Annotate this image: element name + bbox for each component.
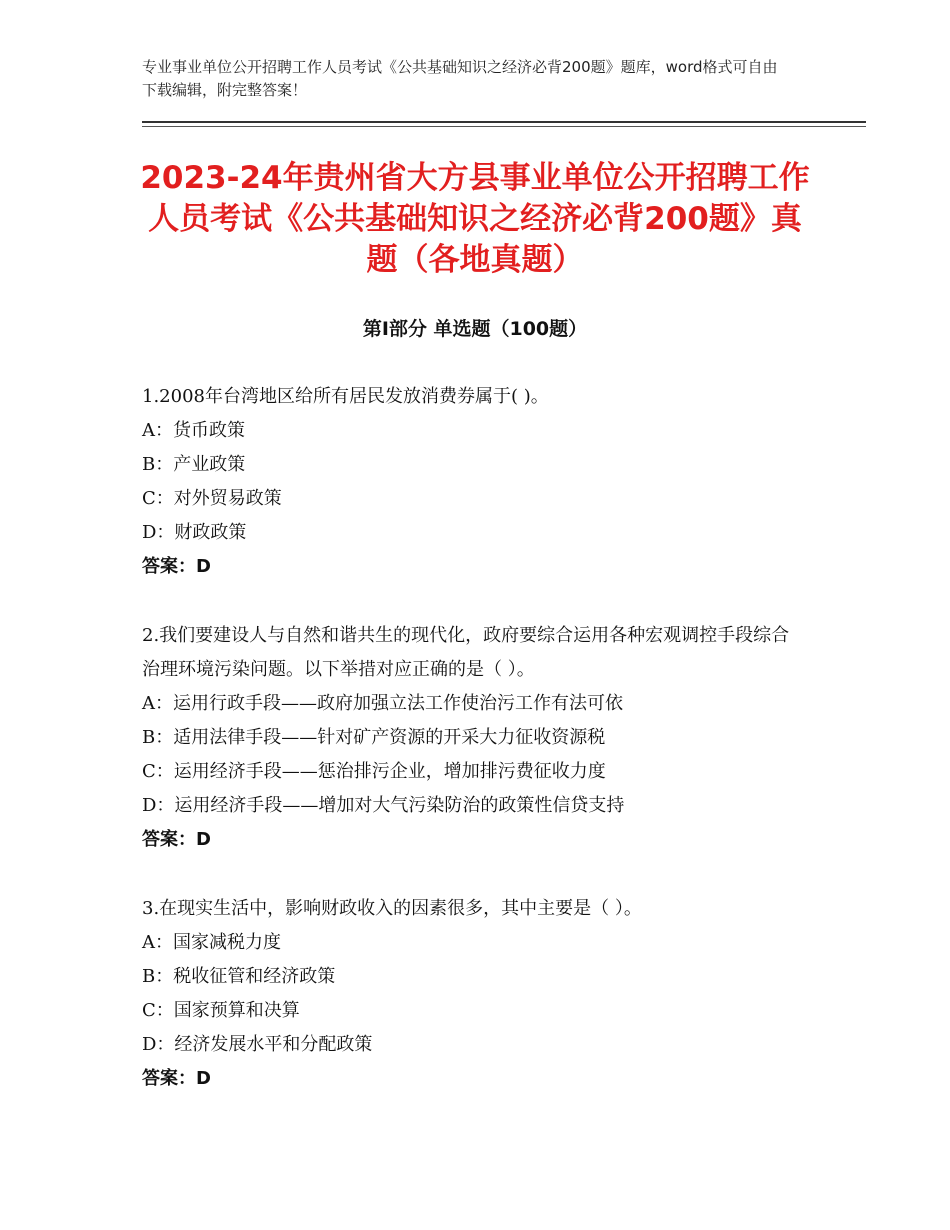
option-d: D：经济发展水平和分配政策 bbox=[142, 1034, 373, 1055]
option-d: D：运用经济手段——增加对大气污染防治的政策性信贷支持 bbox=[142, 795, 625, 816]
option-a: A：货币政策 bbox=[142, 420, 245, 441]
question-2 bbox=[142, 619, 802, 857]
option-b: B：税收征管和经济政策 bbox=[142, 966, 336, 987]
option-c: C：对外贸易政策 bbox=[142, 488, 282, 509]
header-note: 专业事业单位公开招聘工作人员考试《公共基础知识之经济必背200题》题库，word格式可自由下载编辑，附完整答案！ bbox=[142, 58, 778, 99]
header-rule-thick bbox=[142, 121, 866, 123]
option-a: A：运用行政手段——政府加强立法工作使治污工作有法可依 bbox=[142, 693, 623, 714]
document-title: 2023-24年贵州省大方县事业单位公开招聘工作人员考试《公共基础知识之经济必背200题》真题（各地真题） bbox=[140, 160, 810, 278]
question-stem: 3.在现实生活中，影响财政收入的因素很多，其中主要是（ ）。 bbox=[142, 898, 642, 919]
answer: 答案：D bbox=[142, 1068, 211, 1089]
option-b: B：适用法律手段——针对矿产资源的开采大力征收资源税 bbox=[142, 727, 606, 748]
option-c: C：运用经济手段——惩治排污企业，增加排污费征收力度 bbox=[142, 761, 606, 782]
option-a: A：国家减税力度 bbox=[142, 932, 281, 953]
section-title: 第Ⅰ部分 单选题（100题） bbox=[362, 318, 588, 340]
option-d: D：财政政策 bbox=[142, 522, 247, 543]
answer: 答案：D bbox=[142, 829, 211, 850]
question-1 bbox=[142, 380, 802, 584]
option-b: B：产业政策 bbox=[142, 454, 246, 475]
question-stem: 1.2008年台湾地区给所有居民发放消费券属于( )。 bbox=[142, 386, 549, 407]
question-stem: 2.我们要建设人与自然和谐共生的现代化，政府要综合运用各种宏观调控手段综合治理环境污染问题。以下举措对应正确的是（ ）。 bbox=[142, 625, 790, 680]
answer: 答案：D bbox=[142, 556, 211, 577]
option-c: C：国家预算和决算 bbox=[142, 1000, 300, 1021]
header-rule-thin bbox=[142, 126, 866, 127]
question-3 bbox=[142, 892, 802, 1096]
